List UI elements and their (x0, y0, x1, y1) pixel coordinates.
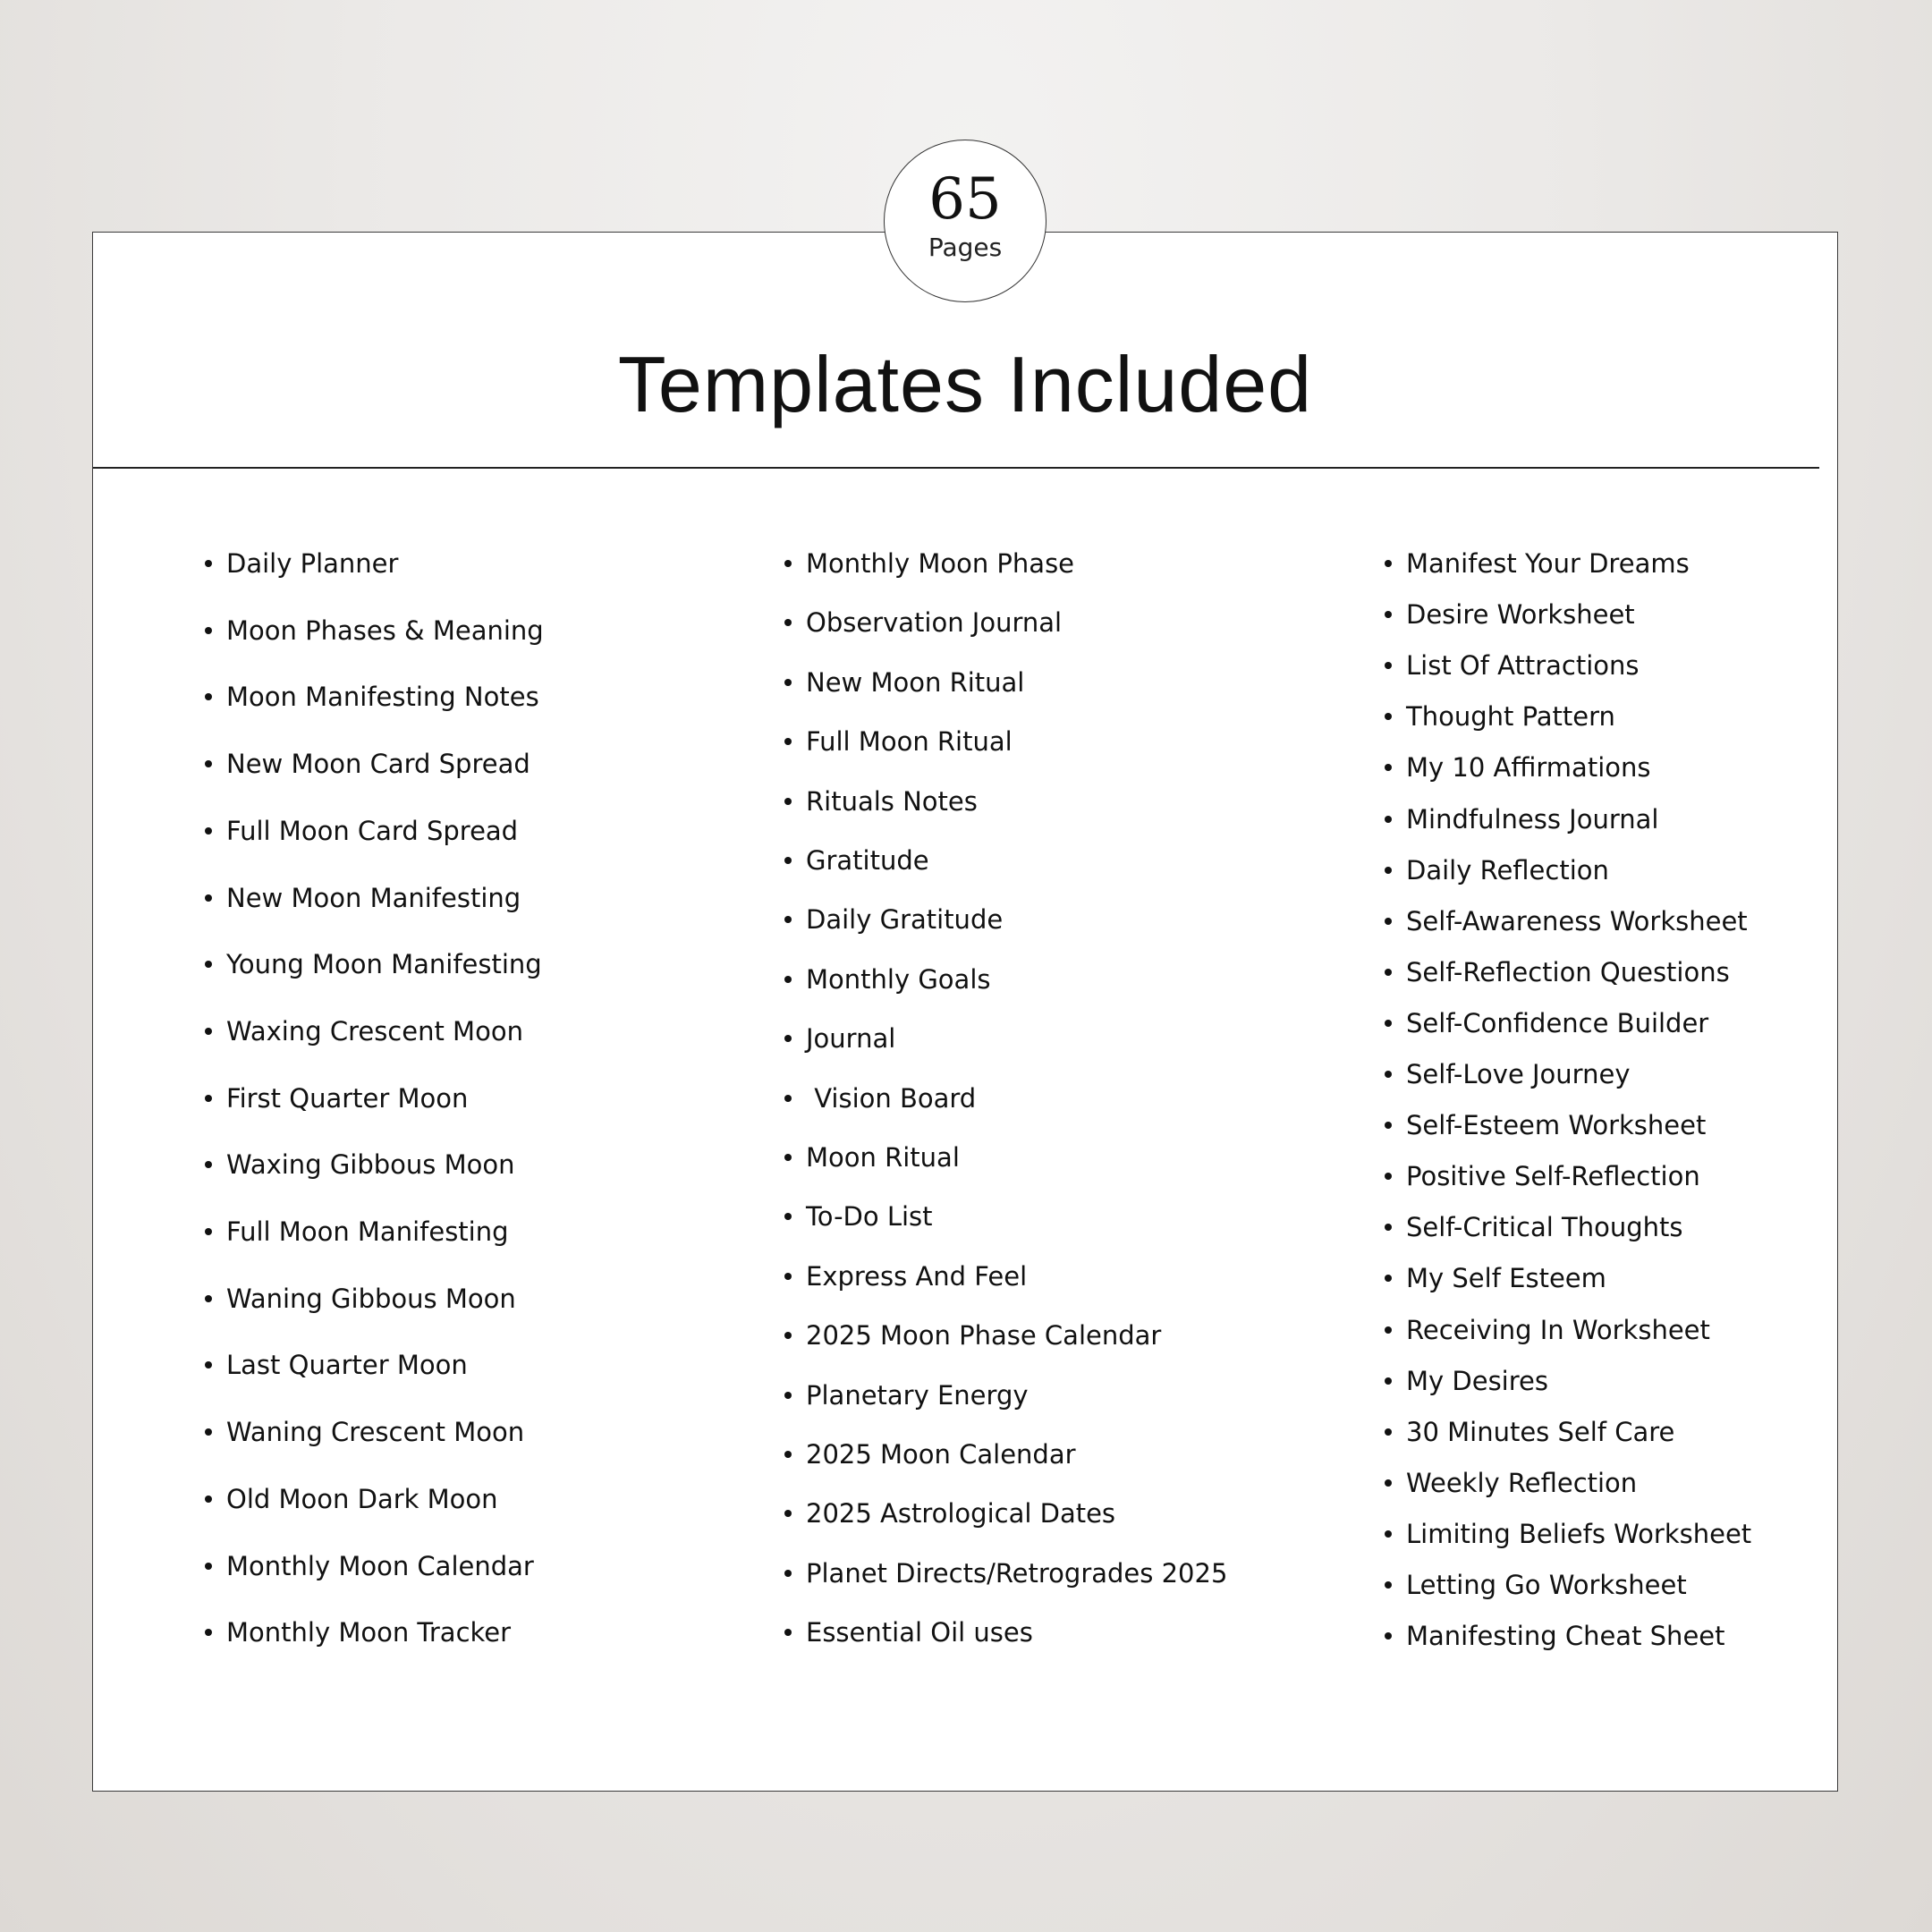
template-list-item (784, 1438, 1076, 1470)
template-name: Moon Phases & Meaning (226, 614, 544, 646)
template-list-item (1385, 751, 1651, 784)
template-name: Waning Crescent Moon (226, 1417, 525, 1448)
bullet-icon (784, 738, 792, 745)
template-name: Full Moon Ritual (806, 726, 1013, 758)
template-list-item (784, 1200, 933, 1233)
template-list-item (1385, 1109, 1706, 1141)
template-list-item (784, 963, 990, 996)
template-list-item (784, 725, 1013, 758)
template-name: Essential Oil uses (806, 1617, 1033, 1648)
template-name: 2025 Moon Phase Calendar (806, 1320, 1162, 1352)
template-list-item (1385, 956, 1730, 988)
bullet-icon (784, 798, 792, 805)
bullet-icon (784, 1510, 792, 1517)
bullet-icon (784, 679, 792, 686)
template-list-item (784, 547, 1074, 580)
bullet-icon (784, 1451, 792, 1458)
bullet-icon (1385, 1632, 1392, 1640)
template-name: New Moon Manifesting (226, 882, 521, 913)
template-list-item (784, 1616, 1033, 1648)
template-list-item (1385, 854, 1609, 886)
template-list-item (784, 666, 1024, 699)
bullet-icon (1385, 1275, 1392, 1282)
template-list-item (205, 1216, 509, 1248)
template-list-item (1385, 1518, 1751, 1550)
template-list-item (1385, 1262, 1606, 1294)
template-name: Planet Directs/Retrogrades 2025 (806, 1557, 1228, 1589)
bullet-icon (1385, 662, 1392, 669)
template-name: Daily Planner (226, 548, 399, 579)
bullet-icon (784, 1154, 792, 1161)
page-count-badge (884, 140, 1046, 302)
bullet-icon (1385, 1428, 1392, 1436)
bullet-icon (784, 857, 792, 864)
bullet-icon (1385, 1224, 1392, 1231)
template-list-item (205, 1082, 468, 1114)
template-list-item (205, 882, 521, 914)
template-list-item (1385, 547, 1690, 580)
template-name: Receiving In Worksheet (1406, 1314, 1710, 1345)
template-name: To-Do List (806, 1201, 933, 1233)
template-list-item (205, 681, 539, 713)
bullet-icon (784, 916, 792, 923)
bullet-icon (784, 1570, 792, 1577)
page-count-number: 65 (928, 166, 1002, 233)
template-list-item (784, 1497, 1115, 1530)
template-list-item (1385, 803, 1658, 835)
bullet-icon (205, 760, 212, 767)
template-list-item (1385, 1569, 1687, 1601)
template-list-item (205, 1483, 498, 1515)
bullet-icon (205, 1428, 212, 1436)
template-name: Monthly Moon Calendar (226, 1550, 534, 1581)
template-list-item (1385, 1620, 1725, 1652)
template-name: Limiting Beliefs Worksheet (1406, 1518, 1752, 1549)
template-list-item (1385, 1314, 1710, 1346)
bullet-icon (1385, 867, 1392, 874)
template-name: Full Moon Manifesting (226, 1216, 509, 1247)
template-name: Self-Esteem Worksheet (1406, 1110, 1707, 1141)
template-name: Vision Board (806, 1082, 977, 1114)
template-name: Daily Gratitude (806, 904, 1004, 936)
template-name: Observation Journal (806, 607, 1063, 639)
bullet-icon (205, 1095, 212, 1102)
template-list-item (205, 1283, 516, 1315)
template-list-item (784, 606, 1062, 639)
bullet-icon (784, 619, 792, 626)
template-list-item (205, 614, 544, 647)
template-name: Moon Manifesting Notes (226, 682, 539, 713)
bullet-icon (1385, 1122, 1392, 1129)
template-list-item (1385, 1211, 1683, 1243)
templates-card (92, 232, 1838, 1792)
bullet-icon (1385, 1071, 1392, 1078)
bullet-icon (205, 827, 212, 835)
template-name: Monthly Moon Phase (806, 548, 1075, 579)
template-list-item (784, 1022, 895, 1055)
template-list-item (205, 948, 542, 980)
bullet-icon (205, 1161, 212, 1168)
template-name: Self-Critical Thoughts (1406, 1212, 1683, 1243)
template-list-item (1385, 700, 1615, 733)
template-list-item (205, 1349, 468, 1381)
template-list-item (205, 815, 518, 847)
template-name: 30 Minutes Self Care (1406, 1416, 1675, 1447)
template-name: Planetary Energy (806, 1379, 1029, 1411)
template-name: Full Moon Card Spread (226, 815, 519, 846)
template-list-item (205, 748, 530, 780)
template-name: Letting Go Worksheet (1406, 1570, 1687, 1600)
template-list-item (1385, 649, 1640, 682)
bullet-icon (784, 1629, 792, 1636)
template-name: Self-Reflection Questions (1406, 956, 1730, 987)
template-list-item (784, 785, 978, 818)
template-name: My 10 Affirmations (1406, 752, 1651, 784)
template-name: Positive Self-Reflection (1406, 1161, 1700, 1192)
bullet-icon (205, 627, 212, 634)
template-name: Old Moon Dark Moon (226, 1483, 498, 1514)
template-name: Moon Ritual (806, 1142, 960, 1173)
bullet-icon (1385, 1326, 1392, 1334)
bullet-icon (1385, 1581, 1392, 1589)
template-name: Monthly Moon Tracker (226, 1617, 512, 1648)
template-list-item (1385, 1365, 1548, 1397)
template-list-item (1385, 1058, 1630, 1090)
bullet-icon (1385, 1530, 1392, 1538)
bullet-icon (205, 1496, 212, 1503)
bullet-icon (784, 1332, 792, 1339)
bullet-icon (784, 1392, 792, 1399)
template-list-item (784, 844, 929, 877)
bullet-icon (1385, 969, 1392, 976)
bullet-icon (784, 976, 792, 983)
bullet-icon (1385, 764, 1392, 771)
page-title: Templates Included (617, 340, 1313, 428)
bullet-icon (1385, 1377, 1392, 1385)
bullet-icon (205, 1361, 212, 1368)
bullet-icon (784, 560, 792, 567)
template-name: Journal (806, 1023, 896, 1055)
template-name: Last Quarter Moon (226, 1350, 468, 1381)
template-name: New Moon Ritual (806, 666, 1025, 698)
template-name: Manifest Your Dreams (1406, 548, 1690, 579)
bullet-icon (205, 1563, 212, 1570)
template-list-item (205, 1616, 511, 1648)
template-name: Manifesting Cheat Sheet (1406, 1621, 1725, 1652)
template-name: My Desires (1406, 1365, 1548, 1396)
bullet-icon (1385, 713, 1392, 720)
template-list-item (1385, 598, 1635, 631)
bullet-icon (1385, 816, 1392, 823)
bullet-icon (784, 1273, 792, 1280)
bullet-icon (205, 894, 212, 902)
template-name: Self-Awareness Worksheet (1406, 905, 1748, 936)
bullet-icon (1385, 1173, 1392, 1180)
template-name: New Moon Card Spread (226, 749, 530, 780)
bullet-icon (784, 1095, 792, 1102)
template-name: Waxing Gibbous Moon (226, 1149, 515, 1181)
template-list-item (205, 1416, 524, 1448)
template-name: Thought Pattern (1406, 701, 1615, 733)
template-list-item (205, 547, 398, 580)
bullet-icon (205, 693, 212, 700)
template-list-item (784, 903, 1003, 936)
template-name: Rituals Notes (806, 785, 978, 817)
template-list-item (784, 1082, 976, 1114)
bullet-icon (205, 560, 212, 567)
template-list-item (1385, 905, 1748, 937)
template-list-item (784, 1141, 960, 1174)
template-list-item (1385, 1416, 1674, 1448)
template-name: Desire Worksheet (1406, 599, 1635, 631)
template-name: Weekly Reflection (1406, 1467, 1638, 1498)
bullet-icon (1385, 1020, 1392, 1027)
bullet-icon (205, 1028, 212, 1035)
template-list-item (784, 1260, 1027, 1292)
template-name: Self-Confidence Builder (1406, 1007, 1709, 1038)
bullet-icon (1385, 560, 1392, 567)
template-name: List Of Attractions (1406, 650, 1640, 682)
bullet-icon (1385, 918, 1392, 925)
bullet-icon (784, 1213, 792, 1220)
template-name: Mindfulness Journal (1406, 803, 1659, 835)
template-name: First Quarter Moon (226, 1082, 469, 1114)
template-list-item (1385, 1007, 1708, 1039)
template-list-item (205, 1550, 534, 1582)
template-name: Young Moon Manifesting (226, 949, 542, 980)
template-list-item (784, 1379, 1029, 1411)
bullet-icon (784, 1035, 792, 1042)
template-name: Gratitude (806, 845, 929, 876)
bullet-icon (205, 1295, 212, 1302)
bullet-icon (1385, 611, 1392, 618)
template-name: Express And Feel (806, 1260, 1028, 1292)
bullet-icon (205, 961, 212, 968)
template-name: My Self Esteem (1406, 1263, 1606, 1294)
template-list-item (205, 1148, 515, 1181)
template-name: Waning Gibbous Moon (226, 1283, 516, 1314)
bullet-icon (205, 1228, 212, 1235)
template-name: Daily Reflection (1406, 854, 1609, 886)
template-list-item (205, 1015, 523, 1047)
title-divider (93, 467, 1819, 469)
bullet-icon (1385, 1479, 1392, 1487)
template-list-item (784, 1319, 1161, 1352)
page-count-label: Pages (928, 233, 1003, 262)
template-name: 2025 Astrological Dates (806, 1498, 1116, 1530)
template-name: 2025 Moon Calendar (806, 1439, 1076, 1470)
bullet-icon (205, 1629, 212, 1636)
template-name: Self-Love Journey (1406, 1059, 1631, 1089)
template-name: Monthly Goals (806, 963, 991, 995)
template-name: Waxing Crescent Moon (226, 1015, 523, 1046)
template-list-item (1385, 1467, 1637, 1499)
template-list-item (1385, 1160, 1700, 1192)
template-list-item (784, 1557, 1227, 1589)
